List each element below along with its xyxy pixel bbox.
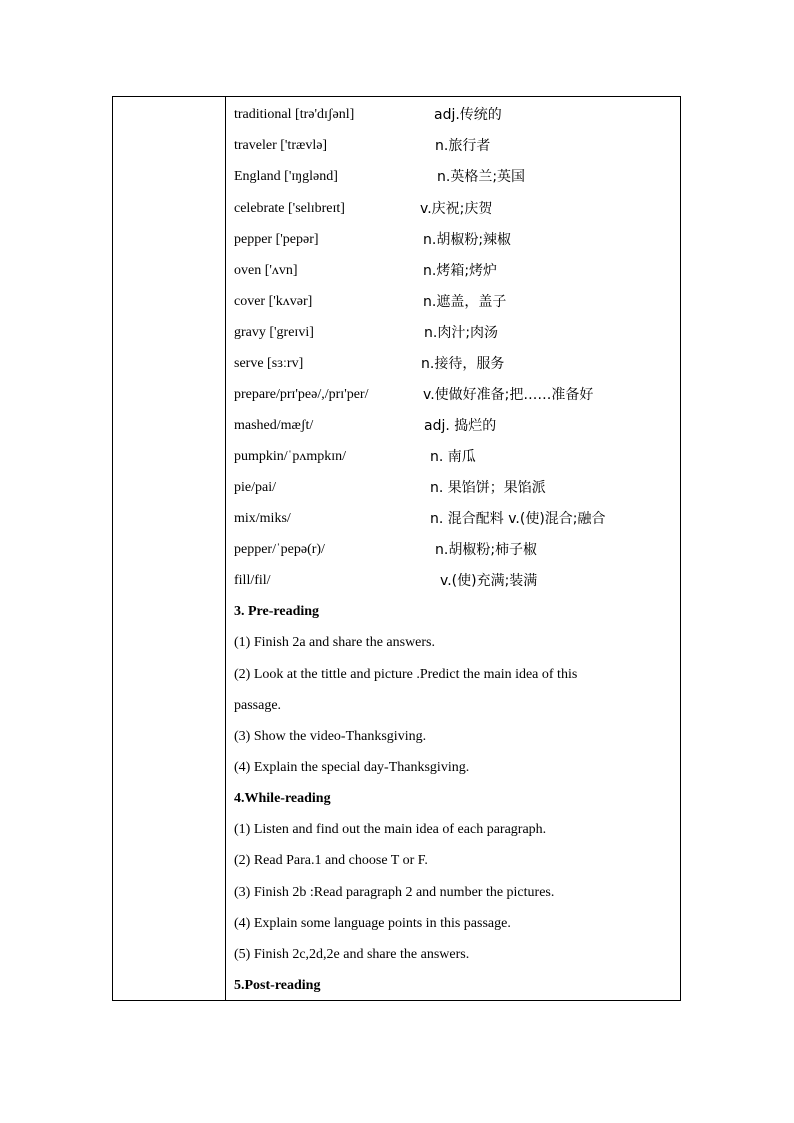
vocab-word: mashed/mæʃt/ (234, 418, 314, 433)
section-heading: 3. Pre-reading (234, 604, 320, 619)
vocab-word: traditional [trə'dɪʃənl] (234, 107, 355, 122)
vocab-meaning: v.庆祝;庆贺 (420, 201, 493, 217)
vocab-meaning: adj.传统的 (434, 107, 502, 123)
table-right-cell (226, 97, 680, 1000)
vocab-meaning: v.使做好准备;把……准备好 (423, 387, 594, 403)
vocab-meaning: n.遮盖，盖子 (423, 294, 507, 310)
vocab-word: fill/fil/ (234, 573, 271, 588)
vocab-meaning: n. 混合配料 v.(使)混合;融合 (430, 511, 606, 527)
list-item: (3) Show the video-Thanksgiving. (234, 729, 427, 744)
vocab-meaning: n.英格兰;英国 (437, 169, 526, 185)
list-item: passage. (234, 698, 282, 713)
vocab-word: pepper ['pepər] (234, 232, 319, 247)
list-item: (1) Finish 2a and share the answers. (234, 635, 436, 650)
vocab-word: celebrate ['selɪbreɪt] (234, 201, 345, 216)
lesson-table (112, 96, 681, 1001)
vocab-meaning: v.(使)充满;装满 (440, 573, 538, 589)
list-item: (2) Look at the tittle and picture .Predict the main idea of this (234, 667, 578, 682)
list-item: (3) Finish 2b :Read paragraph 2 and number the pictures. (234, 885, 555, 900)
vocab-word: England ['ɪŋglənd] (234, 169, 338, 184)
vocab-meaning: n.胡椒粉;辣椒 (423, 232, 512, 248)
vocab-word: gravy ['greɪvi] (234, 325, 314, 340)
section-heading: 5.Post-reading (234, 978, 321, 993)
vocab-meaning: n.接待，服务 (421, 356, 505, 372)
list-item: (4) Explain the special day-Thanksgiving. (234, 760, 470, 775)
vocab-word: pepper/ˈpepə(r)/ (234, 542, 325, 557)
list-item: (4) Explain some language points in this passage. (234, 916, 511, 931)
vocab-word: mix/miks/ (234, 511, 291, 526)
section-heading: 4.While-reading (234, 791, 331, 806)
list-item: (2) Read Para.1 and choose T or F. (234, 853, 428, 868)
list-item: (1) Listen and find out the main idea of each paragraph. (234, 822, 547, 837)
vocab-meaning: n.肉汁;肉汤 (424, 325, 499, 341)
vocab-word: cover ['kʌvər] (234, 294, 313, 309)
vocab-meaning: n.旅行者 (435, 138, 491, 154)
vocab-word: traveler ['trævlə] (234, 138, 328, 153)
vocab-meaning: n. 果馅饼；果馅派 (430, 480, 546, 496)
list-item: (5) Finish 2c,2d,2e and share the answers. (234, 947, 470, 962)
table-left-cell (113, 97, 226, 1000)
vocab-meaning: n. 南瓜 (430, 449, 476, 465)
vocab-word: prepare/prɪ'peə/,/prɪ'per/ (234, 387, 369, 402)
vocab-word: oven ['ʌvn] (234, 263, 298, 278)
vocab-meaning: n.烤箱;烤炉 (423, 263, 498, 279)
vocab-word: pie/pai/ (234, 480, 276, 495)
vocab-meaning: adj. 捣烂的 (424, 418, 497, 434)
vocab-meaning: n.胡椒粉;柿子椒 (435, 542, 538, 558)
vocab-word: pumpkin/ˈpʌmpkɪn/ (234, 449, 346, 464)
vocab-word: serve [sɜːrv] (234, 356, 304, 371)
